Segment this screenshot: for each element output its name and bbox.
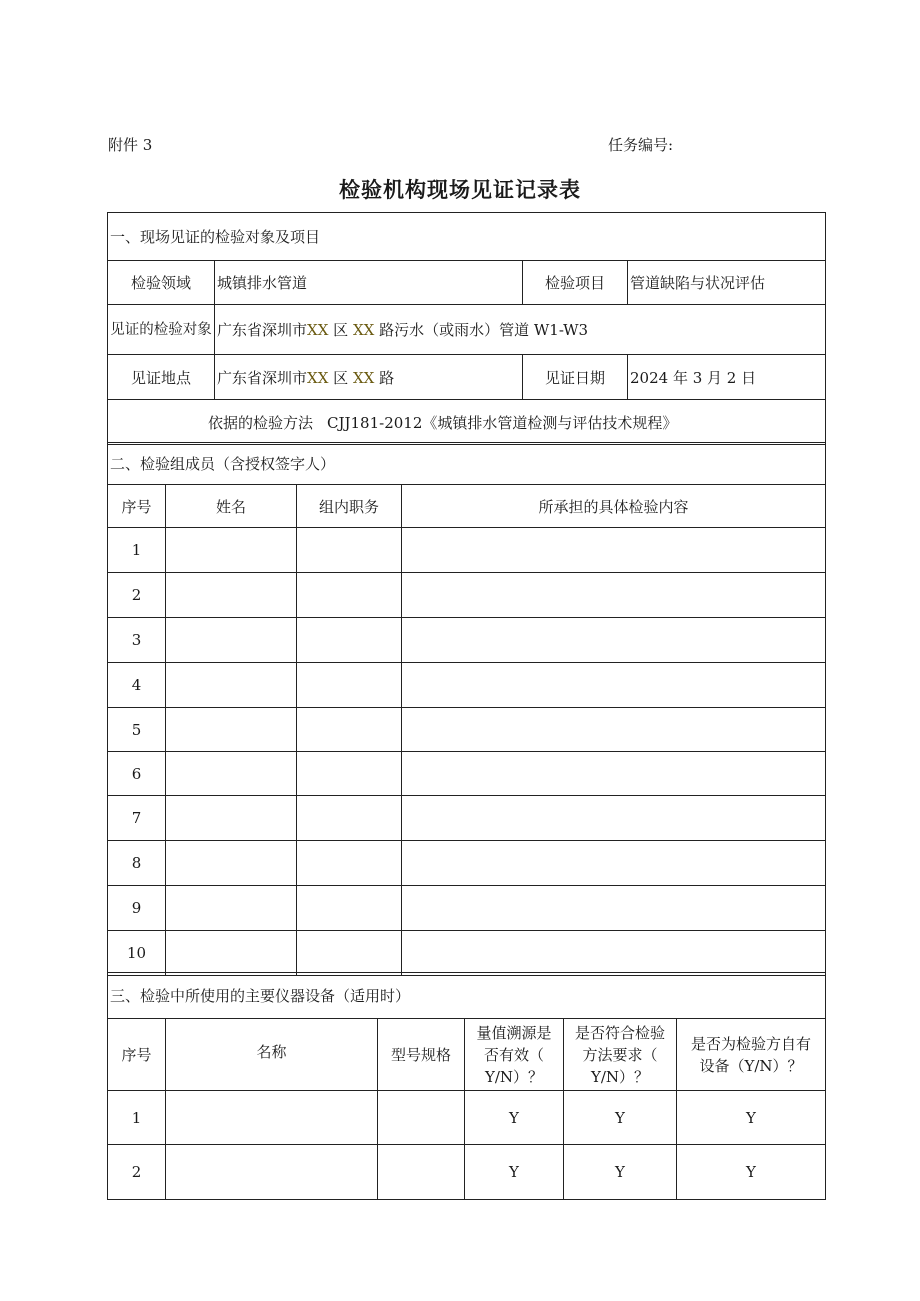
col-name: 姓名	[166, 485, 297, 528]
member-content-cell[interactable]	[402, 708, 826, 752]
member-role-cell[interactable]	[297, 886, 402, 931]
equip-no: 2	[108, 1145, 166, 1200]
location-value-suffix: 路	[379, 368, 395, 387]
member-role-cell[interactable]	[297, 618, 402, 663]
member-name-cell[interactable]	[166, 528, 297, 573]
member-content-cell[interactable]	[402, 663, 826, 708]
member-content-cell[interactable]	[402, 796, 826, 841]
equip-col-method-line2: 方法要求（	[582, 1045, 658, 1064]
equip-col-name: 名称	[166, 1019, 378, 1091]
equip-col-no: 序号	[108, 1019, 166, 1091]
member-name-cell[interactable]	[166, 752, 297, 796]
location-value-mid1: XX	[307, 368, 329, 387]
equip-name-cell[interactable]	[166, 1091, 378, 1145]
equip-own: Y	[677, 1145, 826, 1200]
method-label: 依据的检验方法	[207, 413, 313, 432]
field-label: 检验领域	[108, 261, 215, 305]
member-row	[108, 752, 826, 796]
method-value: CJJ181-2012《城镇排水管道检测与评估技术规程》	[327, 413, 678, 432]
member-content-cell[interactable]	[402, 841, 826, 886]
location-value-mid3: XX	[352, 368, 375, 387]
equip-col-trace-line1: 量值溯源是	[476, 1023, 552, 1042]
member-no: 3	[108, 618, 166, 663]
member-name-cell[interactable]	[166, 931, 297, 976]
object-value-mid1: XX	[307, 321, 329, 339]
member-row	[108, 931, 826, 976]
member-row	[108, 573, 826, 618]
method-row	[108, 400, 826, 445]
task-number-label: 任务编号:	[608, 136, 674, 154]
member-name-cell[interactable]	[166, 796, 297, 841]
member-content-cell[interactable]	[402, 528, 826, 573]
object-value	[215, 305, 826, 355]
object-value-mid2: 区	[333, 321, 349, 339]
equipment-row	[108, 1091, 826, 1145]
item-label: 检验项目	[523, 261, 628, 305]
item-value: 管道缺陷与状况评估	[628, 261, 826, 305]
section2-table	[107, 442, 826, 976]
object-label: 见证的检验对象	[108, 305, 215, 355]
member-no: 7	[108, 796, 166, 841]
section3-heading: 三、检验中所使用的主要仪器设备（适用时）	[108, 973, 826, 1019]
equip-no: 1	[108, 1091, 166, 1145]
equip-col-model: 型号规格	[378, 1019, 465, 1091]
member-no: 1	[108, 528, 166, 573]
equip-trace: Y	[465, 1091, 564, 1145]
object-value-mid3: XX	[352, 321, 375, 339]
section2-heading: 二、检验组成员（含授权签字人）	[108, 443, 826, 485]
section1-heading: 一、现场见证的检验对象及项目	[108, 213, 826, 261]
equip-col-method-line3: Y/N）？	[590, 1067, 650, 1086]
member-row	[108, 663, 826, 708]
date-value: 2024 年 3 月 2 日	[628, 355, 826, 400]
location-value-prefix: 广东省深圳市	[217, 368, 308, 387]
member-content-cell[interactable]	[402, 573, 826, 618]
member-no: 5	[108, 708, 166, 752]
date-label: 见证日期	[523, 355, 628, 400]
equip-col-trace-line2: 否有效（	[483, 1045, 544, 1064]
section1-table	[107, 212, 826, 445]
equip-own: Y	[677, 1091, 826, 1145]
equip-col-own-line2: 设备（Y/N）？	[699, 1056, 803, 1075]
member-row	[108, 886, 826, 931]
member-name-cell[interactable]	[166, 618, 297, 663]
member-role-cell[interactable]	[297, 528, 402, 573]
equip-name-cell[interactable]	[166, 1145, 378, 1200]
member-role-cell[interactable]	[297, 663, 402, 708]
equip-col-own	[677, 1019, 826, 1091]
member-role-cell[interactable]	[297, 752, 402, 796]
equip-trace: Y	[465, 1145, 564, 1200]
member-content-cell[interactable]	[402, 931, 826, 976]
member-name-cell[interactable]	[166, 663, 297, 708]
member-role-cell[interactable]	[297, 708, 402, 752]
member-role-cell[interactable]	[297, 841, 402, 886]
col-content: 所承担的具体检验内容	[402, 485, 826, 528]
page-title: 检验机构现场见证记录表	[339, 178, 581, 202]
member-no: 2	[108, 573, 166, 618]
member-role-cell[interactable]	[297, 931, 402, 976]
member-role-cell[interactable]	[297, 796, 402, 841]
member-no: 4	[108, 663, 166, 708]
equip-col-own-line1: 是否为检验方自有	[691, 1034, 812, 1053]
member-row	[108, 618, 826, 663]
member-row	[108, 796, 826, 841]
location-label: 见证地点	[108, 355, 215, 400]
field-value: 城镇排水管道	[215, 261, 523, 305]
object-value-suffix: 路污水（或雨水）管道 W1-W3	[379, 321, 589, 339]
equip-model-cell[interactable]	[378, 1145, 465, 1200]
location-value-mid2: 区	[333, 368, 349, 387]
member-name-cell[interactable]	[166, 841, 297, 886]
attachment-label: 附件 3	[108, 136, 153, 154]
equip-method: Y	[564, 1091, 677, 1145]
equip-col-method	[564, 1019, 677, 1091]
equip-col-method-line1: 是否符合检验	[574, 1023, 665, 1042]
section3-table	[107, 972, 826, 1200]
member-no: 10	[108, 931, 166, 976]
member-row	[108, 708, 826, 752]
member-name-cell[interactable]	[166, 573, 297, 618]
object-value-prefix: 广东省深圳市	[217, 321, 308, 339]
equip-col-trace-line3: Y/N）？	[484, 1067, 544, 1086]
member-content-cell[interactable]	[402, 618, 826, 663]
member-no: 6	[108, 752, 166, 796]
equip-method: Y	[564, 1145, 677, 1200]
location-value	[215, 355, 523, 400]
col-role: 组内职务	[297, 485, 402, 528]
member-name-cell[interactable]	[166, 708, 297, 752]
member-no: 8	[108, 841, 166, 886]
equipment-row	[108, 1145, 826, 1200]
equip-col-trace	[465, 1019, 564, 1091]
member-content-cell[interactable]	[402, 886, 826, 931]
member-row	[108, 528, 826, 573]
equip-model-cell[interactable]	[378, 1091, 465, 1145]
member-role-cell[interactable]	[297, 573, 402, 618]
member-name-cell[interactable]	[166, 886, 297, 931]
member-content-cell[interactable]	[402, 752, 826, 796]
member-no: 9	[108, 886, 166, 931]
member-row	[108, 841, 826, 886]
col-no: 序号	[108, 485, 166, 528]
